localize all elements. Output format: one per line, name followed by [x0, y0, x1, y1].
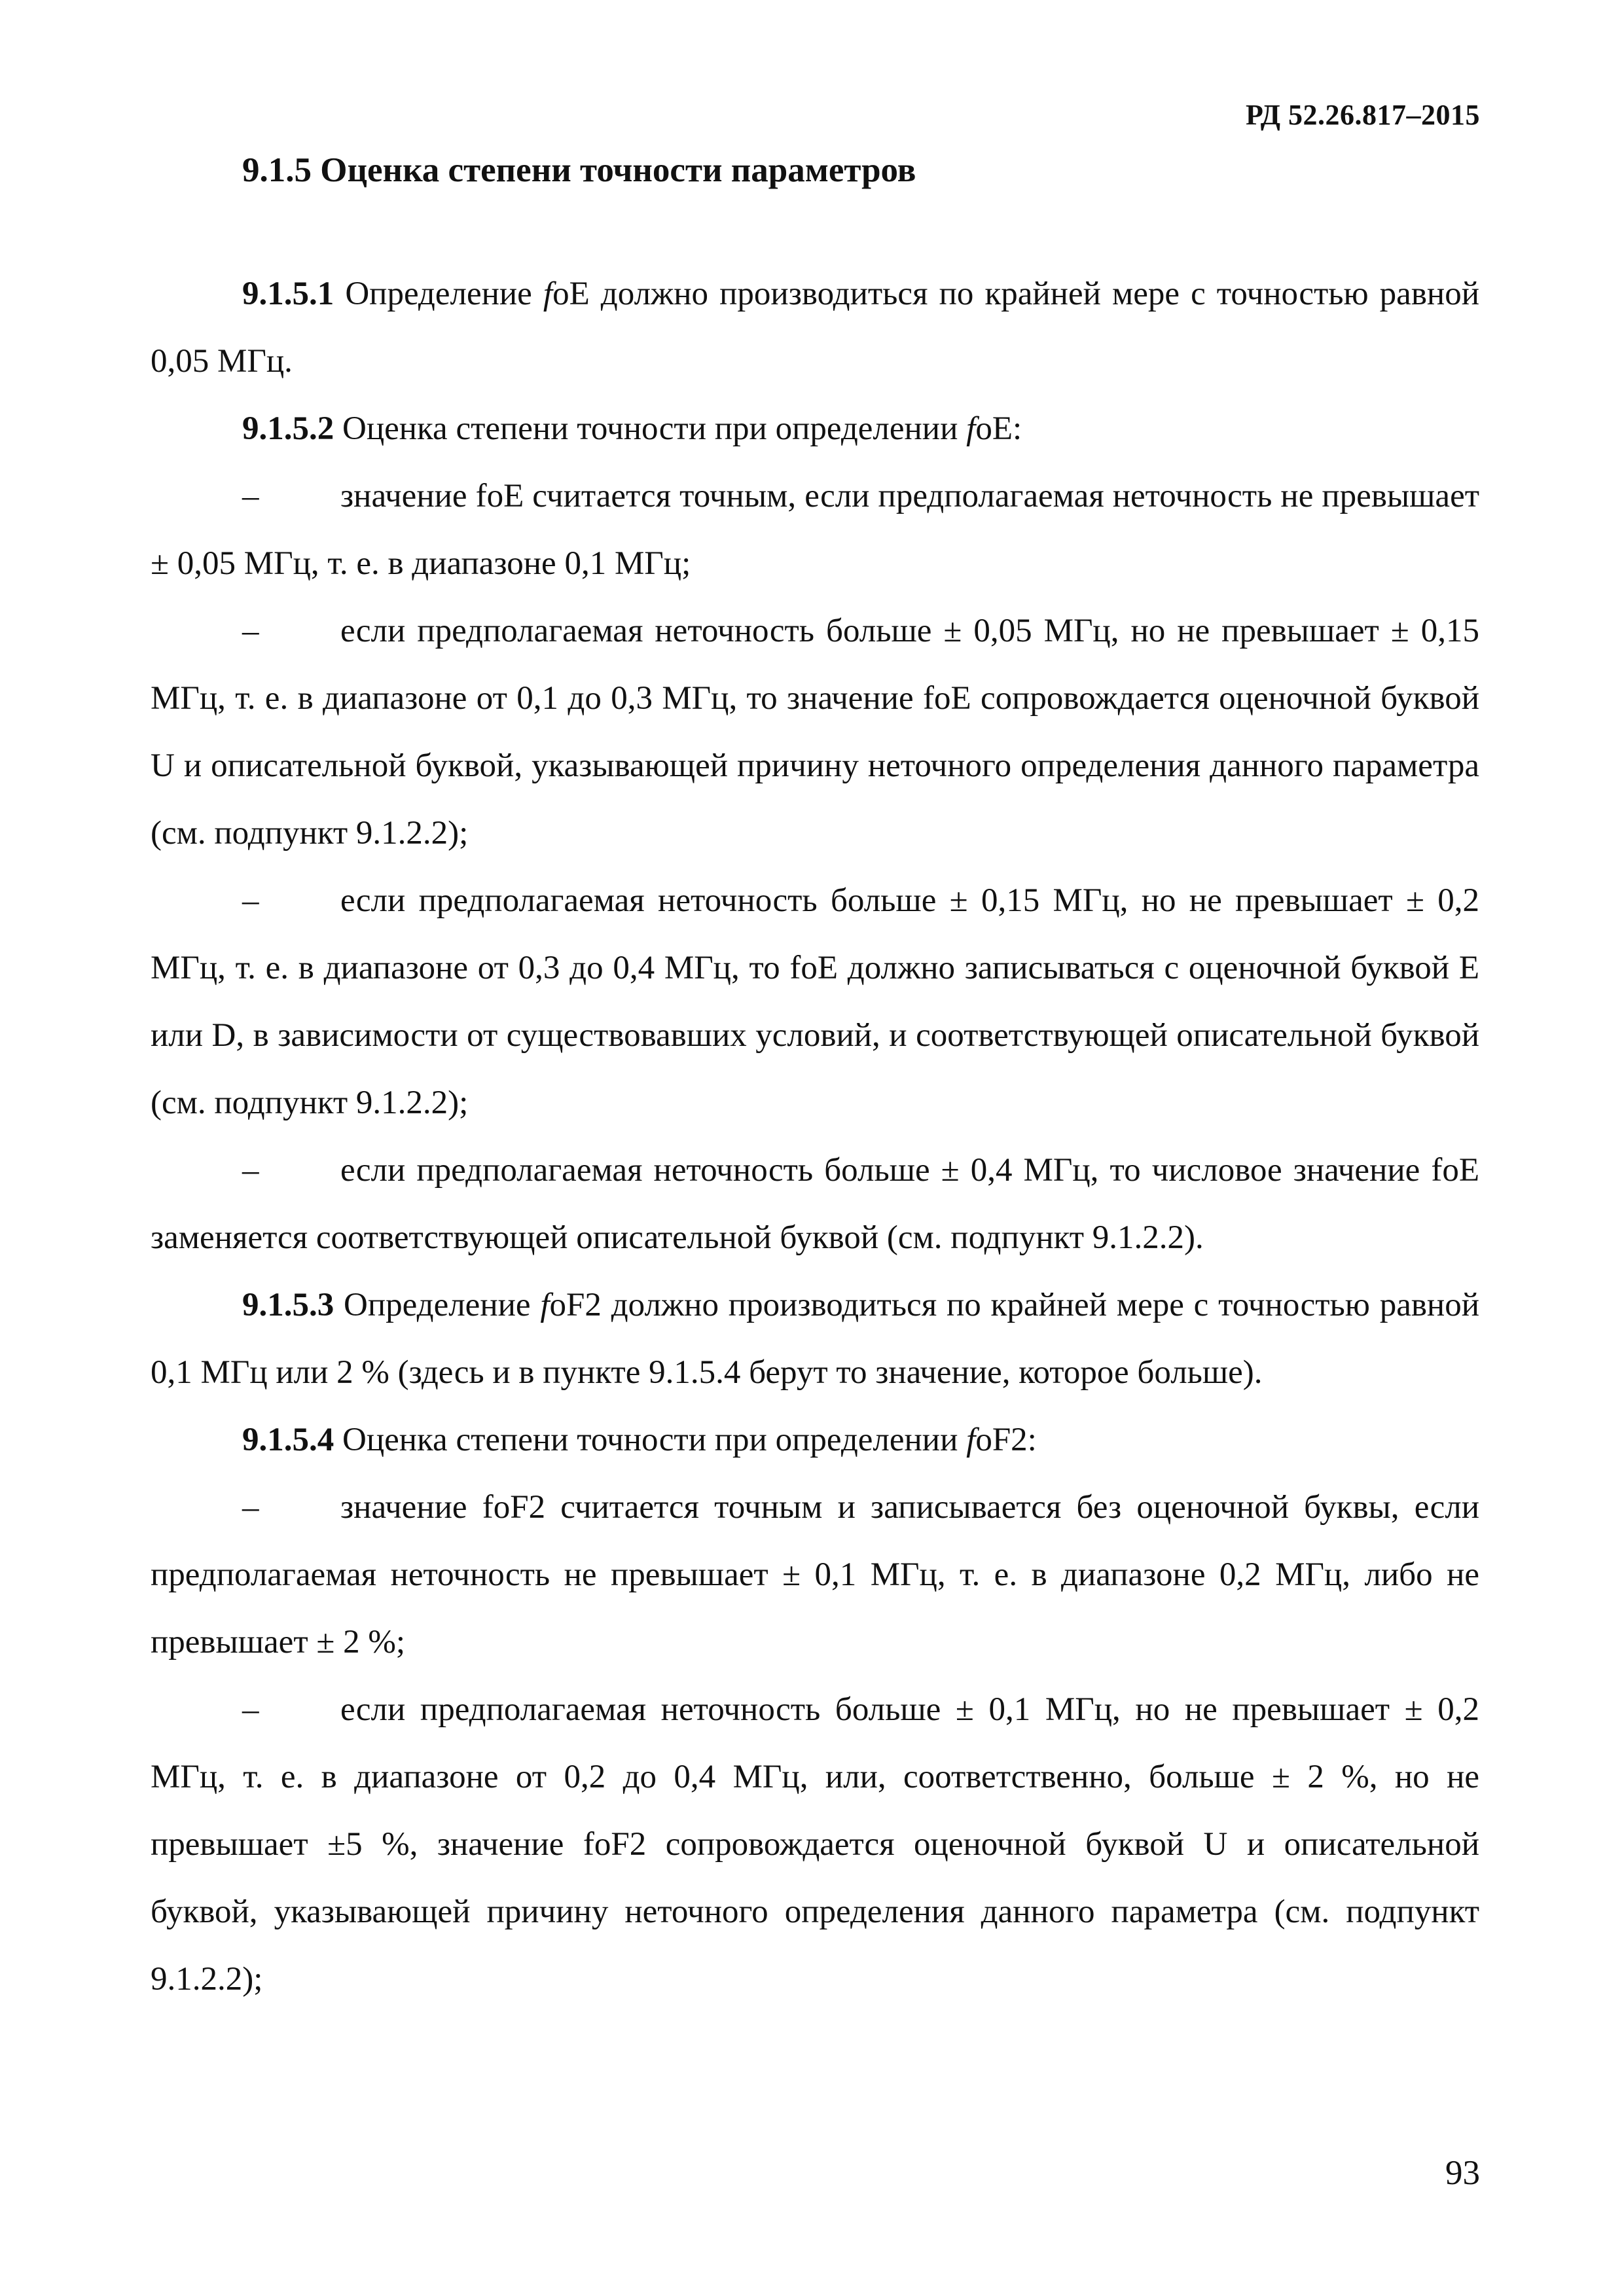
frequency-symbol: f [922, 680, 934, 717]
list-dash: – [242, 1489, 259, 1526]
page-number: 93 [1445, 2154, 1480, 2192]
list-item-text: если предполагаемая неточность больше ± 0,4 МГц, то числовое значение [340, 1152, 1432, 1189]
frequency-symbol: f [540, 1287, 550, 1323]
list-item [151, 463, 1479, 598]
paragraph-number: 9.1.5.1 [242, 276, 334, 312]
list-item [151, 1474, 1479, 1676]
list-item [151, 1137, 1479, 1272]
body-text [151, 260, 1479, 2013]
list-dash: – [242, 1152, 259, 1189]
section-heading: 9.1.5 Оценка степени точности параметров [242, 151, 916, 189]
frequency-symbol: f [966, 1422, 976, 1458]
list-dash: – [242, 478, 259, 514]
list-item-text: oF2 считается точным и записывается без оценочной буквы, если предполагаемая неточность не превышает ± 0,1 МГц, т. е. в диапазоне 0,2 МГц, либо не превышает ± 2 %; [151, 1489, 1479, 1660]
list-item-text: если предполагаемая неточность больше ± 0,1 МГц, но не превышает ± 0,2 МГц, т. е. в диапазоне от 0,2 до 0,4 МГц, или, соответственно, больше ± 2 %, но не превышает ±5 %, значение [151, 1691, 1479, 1863]
paragraph-text: oE должно производиться по крайней мере с точностью равной 0,05 МГц. [151, 276, 1479, 380]
paragraph-number: 9.1.5.4 [242, 1422, 334, 1458]
paragraph-text: Определение [334, 1287, 541, 1323]
list-dash: – [242, 1691, 259, 1728]
list-item-text: oE сопровождается оценочной буквой U и описательной буквой, указывающей причину неточного определения данного параметра (см. подпункт 9.1.2.2); [151, 680, 1479, 852]
paragraph-9-1-5-4 [151, 1407, 1479, 1474]
list-item-text: oE должно записываться с оценочной буквой E или D, в зависимости от существовавших условий, и соответствующей описательной буквой (см. подпункт 9.1.2.2); [151, 950, 1480, 1121]
list-dash: – [242, 613, 259, 649]
frequency-symbol: f [583, 1826, 594, 1863]
document-code: РД 52.26.817–2015 [1246, 99, 1480, 131]
list-item-text: oF2 сопровождается оценочной буквой U и описательной буквой, указывающей причину неточного определения данного параметра (см. подпункт 9.1.2.2); [151, 1826, 1479, 1998]
list-item-text: если предполагаемая неточность больше ± 0,15 МГц, но не превышает ± 0,2 МГц, т. е. в диапазоне от 0,3 до 0,4 МГц, то [151, 882, 1479, 986]
frequency-symbol: f [789, 950, 801, 986]
list-item-text: oE заменяется соответствующей описательной буквой (см. подпункт 9.1.2.2). [151, 1152, 1479, 1256]
list-item [151, 867, 1479, 1137]
paragraph-text: oE: [975, 410, 1022, 447]
paragraph-9-1-5-3 [151, 1272, 1479, 1407]
frequency-symbol: f [475, 478, 487, 514]
frequency-symbol: f [482, 1489, 494, 1526]
paragraph-text: oF2: [975, 1422, 1037, 1458]
frequency-symbol: f [1431, 1152, 1443, 1189]
list-item-text: значение [340, 1489, 482, 1526]
paragraph-number: 9.1.5.2 [242, 410, 334, 447]
frequency-symbol: f [543, 276, 553, 312]
list-item-text: если предполагаемая неточность больше ± 0,05 МГц, но не превышает ± 0,15 МГц, т. е. в диапазоне от 0,1 до 0,3 МГц, то значение [151, 613, 1479, 717]
paragraph-text: oF2 должно производиться по крайней мере с точностью равной 0,1 МГц или 2 % (здесь и в пункте 9.1.5.4 берут то значение, которое больше). [151, 1287, 1480, 1391]
list-item-text: значение [340, 478, 476, 514]
list-item-text: oE считается точным, если предполагаемая неточность не превышает ± 0,05 МГц, т. е. в диапазоне 0,1 МГц; [151, 478, 1479, 582]
list-item [151, 598, 1479, 867]
paragraph-9-1-5-1 [151, 260, 1479, 395]
list-item [151, 1676, 1479, 2013]
frequency-symbol: f [966, 410, 976, 447]
paragraph-text: Определение [334, 276, 543, 312]
list-dash: – [242, 882, 259, 919]
paragraph-text: Оценка степени точности при определении [334, 1422, 967, 1458]
paragraph-number: 9.1.5.3 [242, 1287, 334, 1323]
paragraph-9-1-5-2 [151, 395, 1479, 463]
paragraph-text: Оценка степени точности при определении [334, 410, 967, 447]
